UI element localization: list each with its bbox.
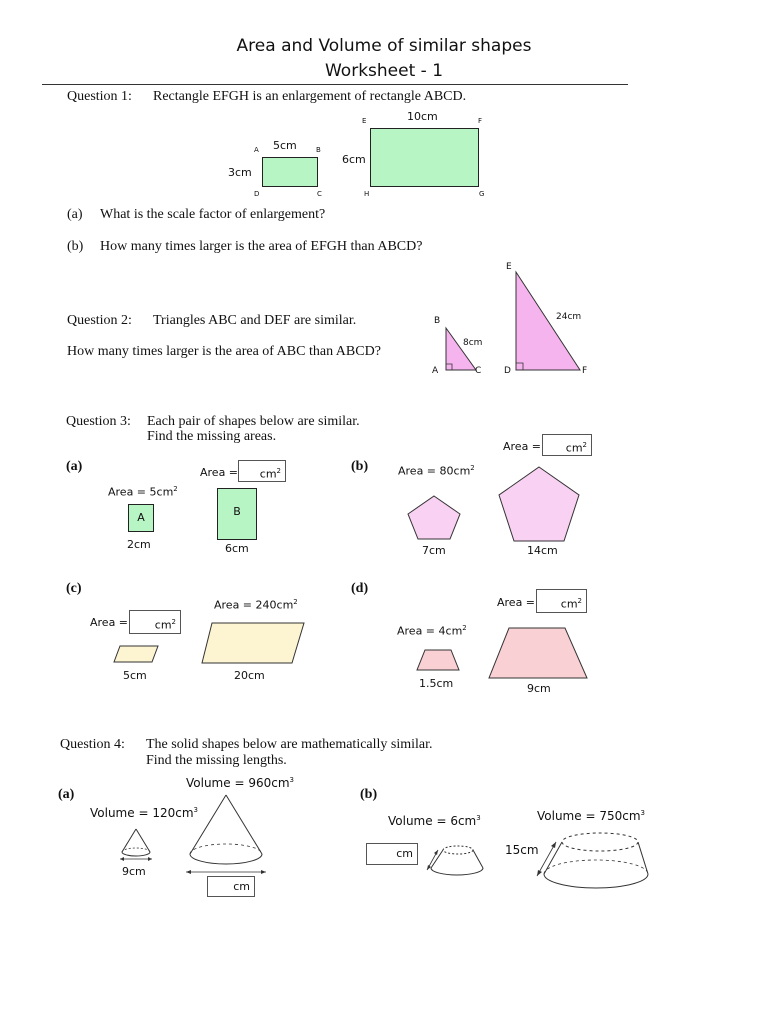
q4b-answer-box[interactable]: cm xyxy=(366,843,418,865)
q1-label-g: G xyxy=(479,190,485,198)
q2-label-b: B xyxy=(434,316,441,326)
q3-line1: Each pair of shapes below are similar. xyxy=(147,414,360,429)
q3c-small-area-label: Area = xyxy=(90,616,129,629)
q3c-label: (c) xyxy=(66,581,82,596)
q2-small-side: 8cm xyxy=(463,338,483,348)
q2-heading: Question 2: xyxy=(67,313,132,328)
q3a-large-area-label: Area = xyxy=(200,466,239,479)
q4-heading: Question 4: xyxy=(60,737,125,752)
q1-text: Rectangle EFGH is an enlargement of rectangle ABCD. xyxy=(153,89,467,104)
q3d-large-area-label: Area = xyxy=(497,596,536,609)
q1-large-width: 10cm xyxy=(407,110,438,123)
q1-part-a: What is the scale factor of enlargement? xyxy=(100,207,326,222)
q4b-large-length: 15cm xyxy=(505,843,539,857)
q1-label-a: A xyxy=(254,146,259,154)
q4a-answer-box[interactable]: cm xyxy=(207,876,255,897)
rectangle-b: B xyxy=(217,488,257,540)
q3d-small-area: Area = $4cm^2$ xyxy=(397,624,467,638)
q3d-small-length: 1.5cm xyxy=(419,677,454,690)
small-pentagon xyxy=(406,493,462,541)
worksheet-title: Area and Volume of similar shapes xyxy=(236,36,532,56)
large-pentagon xyxy=(496,464,582,544)
q3-line2: Find the missing areas. xyxy=(147,429,277,444)
q1-large-height: 6cm xyxy=(342,153,366,166)
q3c-large-area: Area = $240cm^2$ xyxy=(214,598,298,612)
q3b-small-length: 7cm xyxy=(422,544,446,557)
worksheet-subtitle: Worksheet - 1 xyxy=(324,61,444,81)
large-parallelogram xyxy=(200,620,306,666)
q1-part-a-label: (a) xyxy=(67,207,83,222)
q3a-large-length: 6cm xyxy=(225,542,249,555)
q3d-large-length: 9cm xyxy=(527,682,551,695)
q2-question: How many times larger is the area of ABC than ABCD? xyxy=(67,344,381,359)
q3a-small-length: 2cm xyxy=(127,538,151,551)
q3b-answer-box[interactable]: $cm^2$ xyxy=(542,434,592,456)
q3b-large-length: 14cm xyxy=(527,544,558,557)
q4a-small-volume: Volume = $120cm^3$ xyxy=(90,806,198,820)
q2-label-f: F xyxy=(582,366,588,376)
q3a-small-area: Area = $5cm^2$ xyxy=(108,485,178,499)
q1-label-h: H xyxy=(364,190,370,198)
small-frustum xyxy=(424,842,484,878)
q3b-label: (b) xyxy=(351,459,369,474)
q3d-answer-box[interactable]: $cm^2$ xyxy=(536,589,587,613)
q4b-large-volume: Volume = $750cm^3$ xyxy=(537,809,645,823)
small-trapezium xyxy=(415,648,461,672)
header-rule xyxy=(42,84,628,85)
q4a-label: (a) xyxy=(58,787,75,802)
q3a-answer-box[interactable]: $cm^2$ xyxy=(238,460,286,482)
q1-label-c: C xyxy=(317,190,322,198)
q3c-answer-box[interactable]: $cm^2$ xyxy=(129,610,181,634)
q1-heading: Question 1: xyxy=(67,89,132,104)
triangle-def xyxy=(510,270,586,374)
q2-label-d: D xyxy=(504,366,511,376)
q3-heading: Question 3: xyxy=(66,414,131,429)
q1-small-width: 5cm xyxy=(273,139,297,152)
square-a: A xyxy=(128,504,154,532)
q3a-label: (a) xyxy=(66,459,83,474)
q4a-large-volume: Volume = $960cm^3$ xyxy=(186,776,294,790)
q1-label-e: E xyxy=(362,117,367,125)
q4-line1: The solid shapes below are mathematically similar. xyxy=(146,737,433,752)
large-frustum xyxy=(534,828,650,892)
q2-label-c: C xyxy=(475,366,482,376)
q3b-small-area: Area = $80cm^2$ xyxy=(398,464,475,478)
q3d-label: (d) xyxy=(351,581,369,596)
q3c-small-length: 5cm xyxy=(123,669,147,682)
q2-text: Triangles ABC and DEF are similar. xyxy=(153,313,357,328)
small-cone xyxy=(118,826,154,862)
q3b-large-area-label: Area = xyxy=(503,440,542,453)
large-cone xyxy=(184,792,268,876)
rectangle-efgh xyxy=(370,128,479,187)
large-trapezium xyxy=(487,625,589,680)
q4-line2: Find the missing lengths. xyxy=(146,753,287,768)
q1-label-f: F xyxy=(478,117,483,125)
rectangle-abcd xyxy=(262,157,318,187)
q1-part-b-label: (b) xyxy=(67,239,84,254)
small-parallelogram xyxy=(112,644,160,664)
q1-part-b: How many times larger is the area of EFGH than ABCD? xyxy=(100,239,423,254)
q4b-label: (b) xyxy=(360,787,378,802)
q4b-small-volume: Volume = $6cm^3$ xyxy=(388,814,481,828)
q1-label-d: D xyxy=(254,190,260,198)
q2-large-side: 24cm xyxy=(556,312,582,322)
q2-label-e: E xyxy=(506,262,512,272)
q1-small-height: 3cm xyxy=(228,166,252,179)
q3c-large-length: 20cm xyxy=(234,669,265,682)
q2-label-a: A xyxy=(432,366,439,376)
q1-label-b: B xyxy=(316,146,321,154)
q4a-small-length: 9cm xyxy=(122,865,146,878)
